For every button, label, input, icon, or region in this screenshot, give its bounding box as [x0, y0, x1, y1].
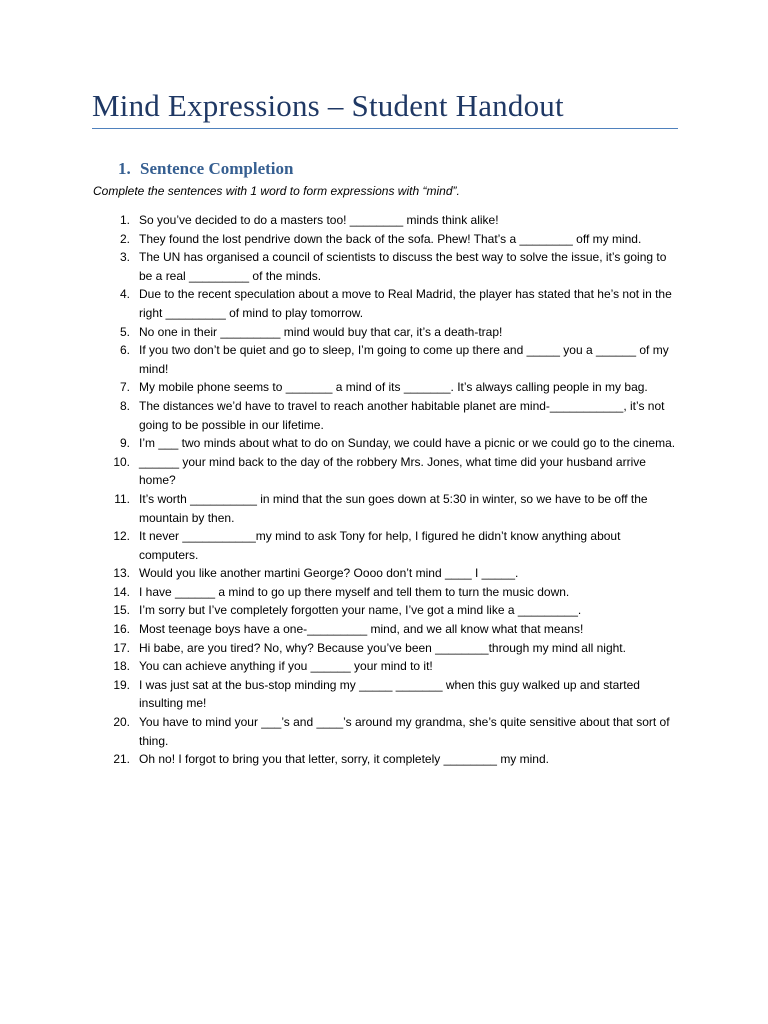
question-number: 5. [119, 324, 130, 339]
question-item [104, 211, 678, 230]
question-item [104, 750, 678, 769]
question-number: 8. [119, 398, 130, 413]
question-number: 18. [113, 659, 130, 674]
question-item [104, 527, 678, 564]
question-item [104, 341, 678, 378]
question-number: 6. [119, 343, 130, 358]
question-number: 7. [119, 380, 130, 395]
question-number: 10. [113, 454, 130, 469]
question-item [104, 583, 678, 602]
question-item [104, 397, 678, 434]
question-item [104, 248, 678, 285]
question-item [104, 713, 678, 750]
question-item [104, 620, 678, 639]
question-text: They found the lost pendrive down the back of the sofa. Phew! That’s a ________ off my mind. [139, 231, 642, 246]
question-text: I’m ___ two minds about what to do on Sunday, we could have a picnic or we could go to the cinema. [139, 436, 676, 451]
question-list [104, 211, 678, 769]
question-number: 21. [113, 752, 130, 767]
question-number: 3. [119, 250, 130, 265]
question-item [104, 601, 678, 620]
question-text: No one in their _________ mind would buy that car, it’s a death-trap! [139, 324, 503, 339]
question-number: 16. [113, 622, 130, 637]
question-number: 14. [113, 584, 130, 599]
question-text: So you’ve decided to do a masters too! ________ minds think alike! [139, 213, 499, 227]
question-text: If you two don’t be quiet and go to sleep, I’m going to come up there and _____ you a ______ of my mind! [139, 343, 669, 376]
question-text: I’m sorry but I’ve completely forgotten your name, I’ve got a mind like a _________. [139, 603, 582, 618]
question-number: 15. [113, 603, 130, 618]
question-text: It’s worth __________ in mind that the sun goes down at 5:30 in winter, so we have to be off the mountain by then. [139, 491, 648, 525]
question-item [104, 434, 678, 453]
question-text: The distances we’d have to travel to reach another habitable planet are mind-___________, it’s not going to be possible in our lifetime. [139, 398, 665, 432]
question-text: I have ______ a mind to go up there myself and tell them to turn the music down. [139, 584, 570, 599]
section-heading-text: Sentence Completion [140, 159, 294, 178]
question-text: Would you like another martini George? Oooo don’t mind ____ I _____. [139, 566, 519, 581]
question-text: Due to the recent speculation about a move to Real Madrid, the player has stated that he’s not in the right _________ of mind to play tomorrow. [139, 287, 672, 320]
document-title: Mind Expressions – Student Handout [92, 88, 564, 123]
question-text: Hi babe, are you tired? No, why? Because you’ve been ________through my mind all night. [139, 640, 626, 655]
question-text: You have to mind your ___’s and ____’s around my grandma, she’s quite sensitive about that sort of thing. [139, 715, 670, 748]
question-number: 11. [114, 491, 130, 506]
title-underline-rule [92, 128, 678, 129]
question-item [104, 323, 678, 342]
question-item [104, 639, 678, 658]
question-text: You can achieve anything if you ______ your mind to it! [139, 659, 433, 674]
question-text: Most teenage boys have a one-_________ mind, and we all know what that means! [139, 622, 584, 637]
question-item [104, 453, 678, 490]
question-text: ______ your mind back to the day of the robbery Mrs. Jones, what time did your husband arrive home? [139, 454, 646, 488]
question-number: 17. [113, 640, 130, 655]
question-number: 12. [113, 529, 130, 544]
section-instructions: Complete the sentences with 1 word to form expressions with “mind”. [93, 184, 460, 198]
question-number: 9. [119, 436, 130, 451]
question-text: It never ___________my mind to ask Tony for help, I figured he didn’t know anything about computers. [139, 529, 621, 562]
question-item [104, 378, 678, 397]
question-item [104, 490, 678, 527]
question-item [104, 657, 678, 676]
section-number: 1. [118, 159, 131, 178]
question-number: 1. [119, 213, 130, 227]
question-text: I was just sat at the bus-stop minding my _____ _______ when this guy walked up and started insulting me! [139, 677, 640, 711]
question-text: The UN has organised a council of scientists to discuss the best way to solve the issue, it’s going to be a real _________ of the minds. [139, 250, 667, 283]
section-heading [118, 158, 293, 180]
question-text: My mobile phone seems to _______ a mind of its _______. It’s always calling people in my bag. [139, 380, 648, 395]
question-item [104, 230, 678, 249]
question-number: 20. [113, 715, 130, 730]
question-number: 2. [119, 231, 130, 246]
question-item [104, 564, 678, 583]
question-number: 4. [119, 287, 130, 302]
question-item [104, 676, 678, 713]
question-number: 19. [113, 677, 130, 692]
question-text: Oh no! I forgot to bring you that letter, sorry, it completely ________ my mind. [139, 752, 549, 767]
question-number: 13. [113, 566, 130, 581]
question-item [104, 285, 678, 322]
